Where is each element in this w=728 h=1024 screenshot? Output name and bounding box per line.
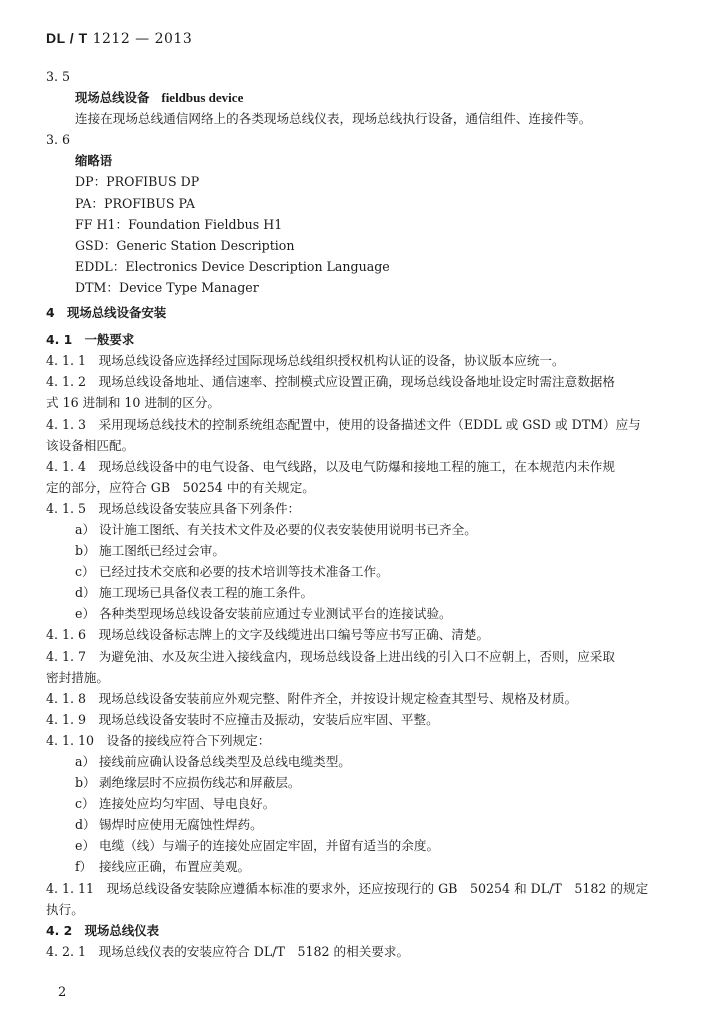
list-text: 各种类型现场总线设备安装前应通过专业测试平台的连接试验。 (99, 606, 452, 622)
list-item (46, 772, 686, 793)
list-text: 连接处应均匀牢固、导电良好。 (99, 796, 276, 812)
abbr-item: FF H1：Foundation Fieldbus H1 (75, 216, 283, 232)
list-label: e） (75, 606, 96, 622)
document-body (46, 66, 686, 962)
clause-4-1-10: 4. 1. 10 设备的接线应符合下列规定： (46, 732, 271, 748)
list-text: 设计施工图纸、有关技术文件及必要的仪表安装使用说明书已齐全。 (99, 521, 477, 537)
clause-4-1-6: 4. 1. 6 现场总线设备标志牌上的文字及线缆进出口编号等应书写正确、清楚。 (46, 627, 490, 643)
page-header (46, 30, 192, 47)
list-item (46, 582, 686, 603)
clause-4-1-2: 4. 1. 2 现场总线设备地址、通信速率、控制模式应设置正确，现场总线设备地址设定时需注意数据格 (46, 374, 615, 390)
list-label: b） (75, 543, 96, 559)
chapter-heading: 4 现场总线设备安装 (46, 305, 167, 321)
standard-code: 1212 — 2013 (87, 31, 193, 47)
list-item (46, 751, 686, 772)
clause-4-1-9: 4. 1. 9 现场总线设备安装时不应撞击及振动，安装后应牢固、平整。 (46, 711, 439, 727)
list-label: d） (75, 585, 96, 601)
list-item (46, 603, 686, 624)
term-en: fieldbus device (161, 90, 244, 106)
list-label: b） (75, 775, 96, 791)
clause-number: 3. 6 (46, 132, 71, 148)
section-heading: 4. 1 一般要求 (46, 332, 135, 348)
list-item (46, 519, 686, 540)
abbr-item: EDDL：Electronics Device Description Language (75, 258, 390, 274)
clause-4-2-1: 4. 2. 1 现场总线仪表的安装应符合 DL/T 5182 的相关要求。 (46, 943, 410, 959)
list-text: 施工图纸已经过会审。 (99, 543, 225, 559)
term-heading (46, 87, 686, 108)
clause-4-1-7: 4. 1. 7 为避免油、水及灰尘进入接线盒内，现场总线设备上进出线的引入口不应朝上，否则，应采取 (46, 648, 615, 664)
clause-4-1-1: 4. 1. 1 现场总线设备应选择经过国际现场总线组织授权机构认证的设备，协议版本应统一。 (46, 353, 565, 369)
clause-4-1-7-cont: 密封措施。 (46, 669, 109, 685)
abbr-item: DTM：Device Type Manager (75, 279, 259, 295)
term-definition: 连接在现场总线通信网络上的各类现场总线仪表，现场总线执行设备，通信组件、连接件等。 (75, 111, 592, 127)
list-item (46, 540, 686, 561)
clause-4-1-8: 4. 1. 8 现场总线设备安装前应外观完整、附件齐全，并按设计规定检查其型号、规格及材质。 (46, 690, 578, 706)
standard-prefix: DL / T (46, 30, 88, 46)
term-cn: 现场总线设备 (75, 90, 150, 106)
abbr-title: 缩略语 (75, 153, 113, 169)
abbr-item: GSD：Generic Station Description (75, 237, 295, 253)
abbr-item: DP：PROFIBUS DP (75, 174, 200, 190)
list-text: 施工现场已具备仪表工程的施工条件。 (99, 585, 314, 601)
list-item (46, 561, 686, 582)
clause-4-1-4: 4. 1. 4 现场总线设备中的电气设备、电气线路，以及电气防爆和接地工程的施工，在本规范内未作规 (46, 458, 615, 474)
list-text: 接线前应确认设备总线类型及总线电缆类型。 (99, 754, 351, 769)
list-label: a） (75, 521, 96, 537)
clause-4-1-2-cont: 式 16 进制和 10 进制的区分。 (46, 395, 221, 411)
clause-4-1-3: 4. 1. 3 采用现场总线技术的控制系统组态配置中，使用的设备描述文件（EDDL 或 GSD 或 DTM）应与 (46, 416, 641, 432)
list-label: c） (75, 796, 95, 812)
list-item (46, 856, 686, 877)
page-number: 2 (58, 985, 67, 1000)
clause-4-1-5: 4. 1. 5 现场总线设备安装应具备下列条件： (46, 500, 301, 516)
abbr-item: PA：PROFIBUS PA (75, 195, 195, 211)
list-item (46, 835, 686, 856)
list-label: c） (75, 564, 95, 580)
list-label: f） (75, 859, 93, 875)
list-label: a） (75, 754, 96, 769)
clause-number: 3. 5 (46, 69, 71, 84)
list-text: 已经过技术交底和必要的技术培训等技术准备工作。 (99, 564, 389, 580)
list-label: e） (75, 838, 96, 854)
list-item (46, 793, 686, 814)
list-text: 电缆（线）与端子的连接处应固定牢固，并留有适当的余度。 (99, 838, 440, 854)
clause-4-1-11: 4. 1. 11 现场总线设备安装除应遵循本标准的要求外，还应按现行的 GB 50254 和 DL/T 5182 的规定 (46, 880, 649, 896)
list-item (46, 814, 686, 835)
clause-4-1-3-cont: 该设备相匹配。 (46, 437, 135, 453)
clause-4-1-11-cont: 执行。 (46, 901, 84, 917)
list-text: 接线应正确，布置应美观。 (99, 859, 251, 875)
list-text: 剥绝缘层时不应损伤线芯和屏蔽层。 (99, 775, 301, 791)
list-text: 锡焊时应使用无腐蚀性焊药。 (99, 817, 263, 833)
list-label: d） (75, 817, 96, 833)
section-heading: 4. 2 现场总线仪表 (46, 922, 159, 938)
clause-4-1-4-cont: 定的部分，应符合 GB 50254 中的有关规定。 (46, 479, 315, 495)
